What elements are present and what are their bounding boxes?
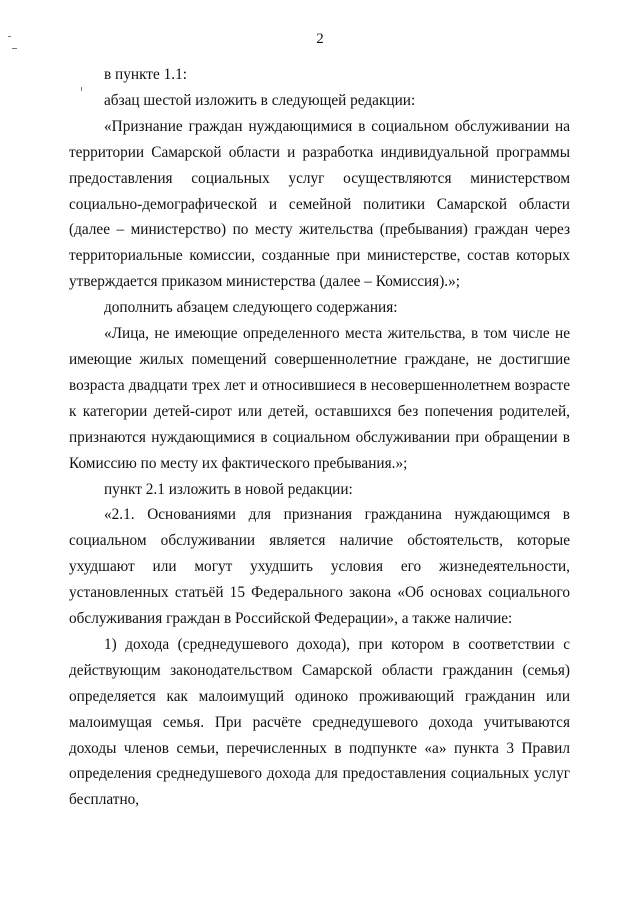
paragraph: 1) дохода (среднедушевого дохода), при котором в соответствии с действующим законодательством Самарской области гражданин (семья) определяется как малоимущий одиноко проживающий гражданин или малоимущая семья. При расчёте среднедушевого дохода учитываются доходы членов семьи, перечисленных в подпункте «а» пункта 3 Правил определения среднедушевого дохода для предоставления социальных услуг бесплатно, — [69, 635, 570, 809]
paragraph: пункт 2.1 изложить в новой редакции: — [104, 480, 353, 498]
paragraph: в пункте 1.1: — [104, 66, 187, 83]
scan-mark — [12, 48, 17, 49]
paragraph: «Признание граждан нуждающимися в социальном обслуживании на территории Самарской области и разработка индивидуальной программы предоставления социальных услуг осуществляются министерством социально-демографической и семейной политики Самарской области (далее – министерство) по месту жительства (пребывания) граждан через территориальные комиссии, созданные при министерстве, состав которых утверждается приказом министерства (далее – Комиссия).»; — [69, 117, 570, 291]
paragraph: дополнить абзацем следующего содержания: — [104, 299, 398, 317]
document-body — [69, 62, 570, 813]
paragraph: «Лица, не имеющие определенного места жительства, в том числе не имеющие жилых помещений совершеннолетние граждане, не достигшие возраста двадцати трех лет и относившиеся в несовершеннолетнем возрасте к категории детей-сирот или детей, оставшихся без попечения родителей, признаются нуждающимися в социальном обслуживании при обращении в Комиссию по месту их фактического пребывания.»; — [69, 325, 570, 472]
page-number: 2 — [316, 31, 324, 47]
paragraph: «2.1. Основаниями для признания гражданина нуждающимся в социальном обслуживании является наличие обстоятельств, которые ухудшают или могут ухудшить условия его жизнедеятельности, установленных статьёй 15 Федерального закона «Об основах социального обслуживания граждан в Российской Федерации», а также наличие: — [69, 506, 570, 628]
paragraph: абзац шестой изложить в следующей редакции: — [104, 91, 416, 109]
